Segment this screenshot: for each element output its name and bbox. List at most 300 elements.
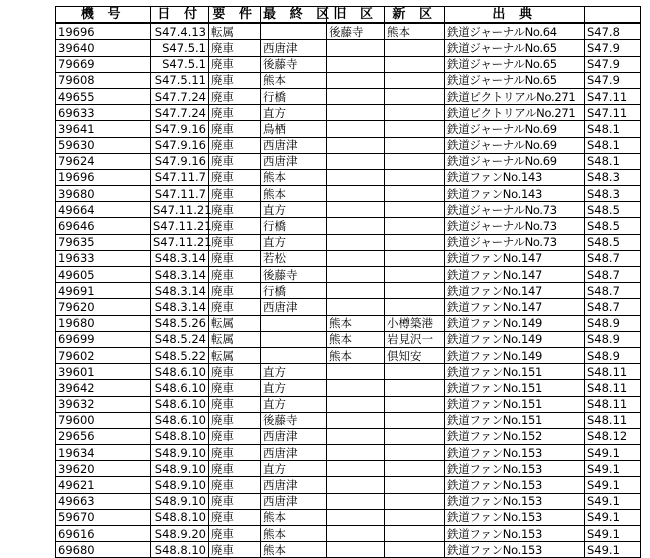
old-depot-cell [327,250,385,266]
locomotive-record-table [55,6,641,558]
source-cell: 鉄道ファンNo.153 [445,493,585,509]
date-cell: S47.11.7 [151,169,209,185]
table-row [56,331,641,347]
car-number-cell: 79620 [56,299,151,315]
car-number-cell: 39620 [56,461,151,477]
date-cell: S47.4.13 [151,23,209,40]
reason-cell: 廃車 [209,72,261,88]
table-row [56,364,641,380]
new-depot-cell [385,509,445,525]
new-depot-cell [385,299,445,315]
car-number-cell: 69616 [56,526,151,542]
source-date-cell: S48.1 [585,137,641,153]
date-cell: S48.6.10 [151,364,209,380]
final-depot-cell: 熊本 [261,169,327,185]
new-depot-cell [385,121,445,137]
table-row [56,153,641,169]
source-date-cell: S47.9 [585,40,641,56]
header-source-date [585,7,641,24]
old-depot-cell [327,186,385,202]
header-car-number: 機 号 [56,7,151,24]
source-cell: 鉄道ファンNo.153 [445,445,585,461]
car-number-cell: 49605 [56,267,151,283]
old-depot-cell [327,234,385,250]
source-cell: 鉄道ジャーナルNo.69 [445,137,585,153]
car-number-cell: 79602 [56,347,151,363]
source-cell: 鉄道ジャーナルNo.69 [445,153,585,169]
car-number-cell: 39632 [56,396,151,412]
new-depot-cell [385,234,445,250]
source-date-cell: S48.1 [585,121,641,137]
new-depot-cell [385,396,445,412]
source-date-cell: S49.1 [585,477,641,493]
old-depot-cell: 熊本 [327,315,385,331]
car-number-cell: 69699 [56,331,151,347]
date-cell: S48.9.10 [151,461,209,477]
final-depot-cell: 熊本 [261,186,327,202]
final-depot-cell: 西唐津 [261,299,327,315]
reason-cell: 廃車 [209,121,261,137]
table-row [56,105,641,121]
old-depot-cell [327,428,385,444]
source-cell: 鉄道ジャーナルNo.65 [445,72,585,88]
new-depot-cell: 岩見沢一 [385,331,445,347]
source-cell: 鉄道ファンNo.153 [445,509,585,525]
date-cell: S48.8.10 [151,428,209,444]
car-number-cell: 19696 [56,169,151,185]
car-number-cell: 19696 [56,23,151,40]
source-date-cell: S47.9 [585,56,641,72]
old-depot-cell: 後藤寺 [327,23,385,40]
reason-cell: 廃車 [209,202,261,218]
source-cell: 鉄道ファンNo.151 [445,396,585,412]
reason-cell: 廃車 [209,380,261,396]
old-depot-cell [327,477,385,493]
car-number-cell: 79600 [56,412,151,428]
header-date: 日 付 [151,7,209,24]
new-depot-cell [385,380,445,396]
new-depot-cell [385,364,445,380]
source-cell: 鉄道ジャーナルNo.65 [445,40,585,56]
old-depot-cell [327,396,385,412]
date-cell: S47.7.24 [151,105,209,121]
date-cell: S47.11.21 [151,234,209,250]
new-depot-cell [385,461,445,477]
source-cell: 鉄道ジャーナルNo.73 [445,202,585,218]
source-date-cell: S48.5 [585,202,641,218]
date-cell: S48.3.14 [151,250,209,266]
source-cell: 鉄道ファンNo.153 [445,526,585,542]
new-depot-cell [385,542,445,558]
date-cell: S48.3.14 [151,283,209,299]
car-number-cell: 19633 [56,250,151,266]
source-date-cell: S48.9 [585,347,641,363]
car-number-cell: 69633 [56,105,151,121]
source-cell: 鉄道ファンNo.151 [445,380,585,396]
old-depot-cell [327,412,385,428]
table-row [56,412,641,428]
car-number-cell: 79624 [56,153,151,169]
new-depot-cell [385,283,445,299]
date-cell: S48.5.22 [151,347,209,363]
source-date-cell: S48.9 [585,315,641,331]
header-old-depot: 旧 区 [327,7,385,24]
old-depot-cell [327,137,385,153]
source-cell: 鉄道ファンNo.149 [445,315,585,331]
final-depot-cell: 直方 [261,105,327,121]
car-number-cell: 39601 [56,364,151,380]
reason-cell: 廃車 [209,105,261,121]
source-date-cell: S49.1 [585,542,641,558]
source-date-cell: S48.11 [585,412,641,428]
reason-cell: 廃車 [209,461,261,477]
reason-cell: 廃車 [209,493,261,509]
car-number-cell: 39640 [56,40,151,56]
table-row [56,234,641,250]
reason-cell: 廃車 [209,234,261,250]
reason-cell: 廃車 [209,250,261,266]
car-number-cell: 69680 [56,542,151,558]
final-depot-cell [261,347,327,363]
new-depot-cell [385,186,445,202]
source-date-cell: S49.1 [585,445,641,461]
reason-cell: 廃車 [209,477,261,493]
old-depot-cell [327,72,385,88]
car-number-cell: 69646 [56,218,151,234]
car-number-cell: 49655 [56,88,151,104]
reason-cell: 転属 [209,23,261,40]
final-depot-cell [261,23,327,40]
final-depot-cell: 後藤寺 [261,412,327,428]
reason-cell: 廃車 [209,153,261,169]
old-depot-cell [327,461,385,477]
old-depot-cell: 熊本 [327,331,385,347]
date-cell: S48.5.26 [151,315,209,331]
final-depot-cell: 西唐津 [261,477,327,493]
final-depot-cell: 西唐津 [261,40,327,56]
reason-cell: 廃車 [209,218,261,234]
source-cell: 鉄道ファンNo.147 [445,283,585,299]
source-cell: 鉄道ジャーナルNo.69 [445,121,585,137]
source-date-cell: S49.1 [585,493,641,509]
source-cell: 鉄道ファンNo.143 [445,186,585,202]
source-date-cell: S48.12 [585,428,641,444]
table-row [56,445,641,461]
date-cell: S48.6.10 [151,380,209,396]
table-row [56,461,641,477]
date-cell: S47.11.21 [151,202,209,218]
final-depot-cell: 熊本 [261,509,327,525]
car-number-cell: 19634 [56,445,151,461]
table-row [56,23,641,40]
reason-cell: 廃車 [209,509,261,525]
source-date-cell: S47.9 [585,72,641,88]
new-depot-cell: 熊本 [385,23,445,40]
reason-cell: 廃車 [209,40,261,56]
reason-cell: 廃車 [209,542,261,558]
date-cell: S48.8.10 [151,542,209,558]
car-number-cell: 79635 [56,234,151,250]
source-cell: 鉄道ファンNo.151 [445,412,585,428]
final-depot-cell: 西唐津 [261,445,327,461]
reason-cell: 廃車 [209,283,261,299]
table-row [56,88,641,104]
source-date-cell: S47.11 [585,88,641,104]
old-depot-cell [327,40,385,56]
final-depot-cell [261,315,327,331]
reason-cell: 廃車 [209,186,261,202]
table-row [56,477,641,493]
date-cell: S48.6.10 [151,396,209,412]
final-depot-cell: 直方 [261,202,327,218]
car-number-cell: 39641 [56,121,151,137]
reason-cell: 転属 [209,331,261,347]
new-depot-cell [385,137,445,153]
date-cell: S48.6.10 [151,412,209,428]
source-cell: 鉄道ピクトリアルNo.271 [445,88,585,104]
reason-cell: 廃車 [209,396,261,412]
date-cell: S47.11.21 [151,218,209,234]
new-depot-cell [385,412,445,428]
new-depot-cell [385,153,445,169]
table-row [56,267,641,283]
date-cell: S47.5.1 [151,40,209,56]
table-row [56,72,641,88]
reason-cell: 廃車 [209,526,261,542]
final-depot-cell: 若松 [261,250,327,266]
table-row [56,347,641,363]
source-date-cell: S47.11 [585,105,641,121]
date-cell: S47.7.24 [151,88,209,104]
date-cell: S48.9.10 [151,493,209,509]
reason-cell: 廃車 [209,445,261,461]
new-depot-cell [385,218,445,234]
source-date-cell: S48.11 [585,380,641,396]
date-cell: S47.5.1 [151,56,209,72]
reason-cell: 廃車 [209,169,261,185]
source-cell: 鉄道ジャーナルNo.73 [445,218,585,234]
source-cell: 鉄道ファンNo.153 [445,461,585,477]
old-depot-cell [327,493,385,509]
reason-cell: 転属 [209,315,261,331]
old-depot-cell [327,218,385,234]
car-number-cell: 79608 [56,72,151,88]
final-depot-cell: 直方 [261,234,327,250]
table-row [56,493,641,509]
source-cell: 鉄道ファンNo.147 [445,267,585,283]
reason-cell: 廃車 [209,428,261,444]
new-depot-cell [385,477,445,493]
table-row [56,428,641,444]
new-depot-cell [385,105,445,121]
reason-cell: 廃車 [209,56,261,72]
old-depot-cell [327,153,385,169]
header-reason: 要 件 [209,7,261,24]
car-number-cell: 79669 [56,56,151,72]
table-row [56,380,641,396]
date-cell: S47.5.11 [151,72,209,88]
final-depot-cell: 熊本 [261,526,327,542]
table-row [56,202,641,218]
new-depot-cell [385,169,445,185]
final-depot-cell: 直方 [261,364,327,380]
new-depot-cell [385,56,445,72]
table-row [56,299,641,315]
source-cell: 鉄道ジャーナルNo.65 [445,56,585,72]
final-depot-cell: 西唐津 [261,493,327,509]
final-depot-cell: 直方 [261,396,327,412]
source-date-cell: S49.1 [585,509,641,525]
source-date-cell: S48.3 [585,186,641,202]
date-cell: S48.5.24 [151,331,209,347]
final-depot-cell: 熊本 [261,72,327,88]
date-cell: S47.9.16 [151,137,209,153]
old-depot-cell [327,283,385,299]
old-depot-cell [327,509,385,525]
source-cell: 鉄道ファンNo.152 [445,428,585,444]
car-number-cell: 39680 [56,186,151,202]
old-depot-cell [327,169,385,185]
source-date-cell: S48.7 [585,299,641,315]
final-depot-cell: 行橋 [261,283,327,299]
header-source: 出 典 [445,7,585,24]
final-depot-cell: 熊本 [261,542,327,558]
final-depot-cell: 後藤寺 [261,267,327,283]
new-depot-cell [385,72,445,88]
table-row [56,509,641,525]
date-cell: S47.9.16 [151,121,209,137]
old-depot-cell [327,202,385,218]
old-depot-cell [327,105,385,121]
old-depot-cell [327,267,385,283]
car-number-cell: 49664 [56,202,151,218]
date-cell: S48.3.14 [151,267,209,283]
reason-cell: 廃車 [209,364,261,380]
table-row [56,542,641,558]
new-depot-cell [385,493,445,509]
final-depot-cell: 直方 [261,380,327,396]
table-row [56,121,641,137]
car-number-cell: 39642 [56,380,151,396]
reason-cell: 廃車 [209,88,261,104]
source-date-cell: S48.11 [585,364,641,380]
car-number-cell: 19680 [56,315,151,331]
date-cell: S48.3.14 [151,299,209,315]
final-depot-cell: 行橋 [261,88,327,104]
new-depot-cell [385,445,445,461]
final-depot-cell: 西唐津 [261,428,327,444]
source-cell: 鉄道ファンNo.151 [445,364,585,380]
source-date-cell: S48.5 [585,218,641,234]
final-depot-cell: 行橋 [261,218,327,234]
final-depot-cell: 直方 [261,461,327,477]
header-final-depot: 最 終 区 [261,7,327,24]
table-row [56,218,641,234]
table-body [56,23,641,558]
source-cell: 鉄道ファンNo.153 [445,542,585,558]
table-row [56,283,641,299]
old-depot-cell [327,299,385,315]
car-number-cell: 49691 [56,283,151,299]
table-row [56,396,641,412]
old-depot-cell [327,380,385,396]
table-row [56,137,641,153]
new-depot-cell [385,250,445,266]
old-depot-cell: 熊本 [327,347,385,363]
old-depot-cell [327,526,385,542]
old-depot-cell [327,445,385,461]
old-depot-cell [327,88,385,104]
source-date-cell: S49.1 [585,526,641,542]
header-row [56,7,641,24]
source-cell: 鉄道ファンNo.149 [445,347,585,363]
table-row [56,315,641,331]
date-cell: S48.8.10 [151,509,209,525]
new-depot-cell [385,428,445,444]
car-number-cell: 49663 [56,493,151,509]
source-date-cell: S48.3 [585,169,641,185]
source-cell: 鉄道ファンNo.149 [445,331,585,347]
date-cell: S48.9.10 [151,445,209,461]
new-depot-cell [385,267,445,283]
table-row [56,169,641,185]
new-depot-cell [385,40,445,56]
source-cell: 鉄道ファンNo.143 [445,169,585,185]
reason-cell: 廃車 [209,412,261,428]
final-depot-cell [261,331,327,347]
date-cell: S48.9.10 [151,477,209,493]
date-cell: S47.9.16 [151,153,209,169]
source-date-cell: S48.5 [585,234,641,250]
source-cell: 鉄道ピクトリアルNo.271 [445,105,585,121]
source-date-cell: S48.7 [585,250,641,266]
source-cell: 鉄道ファンNo.153 [445,477,585,493]
table-row [56,526,641,542]
table-row [56,40,641,56]
final-depot-cell: 西唐津 [261,137,327,153]
table-row [56,186,641,202]
source-date-cell: S48.9 [585,331,641,347]
car-number-cell: 59630 [56,137,151,153]
source-cell: 鉄道ファンNo.147 [445,299,585,315]
car-number-cell: 49621 [56,477,151,493]
reason-cell: 転属 [209,347,261,363]
final-depot-cell: 西唐津 [261,153,327,169]
header-new-depot: 新 区 [385,7,445,24]
final-depot-cell: 鳥栖 [261,121,327,137]
source-date-cell: S48.7 [585,267,641,283]
new-depot-cell [385,526,445,542]
source-cell: 鉄道ファンNo.147 [445,250,585,266]
source-cell: 鉄道ジャーナルNo.73 [445,234,585,250]
source-cell: 鉄道ジャーナルNo.64 [445,23,585,40]
car-number-cell: 29656 [56,428,151,444]
old-depot-cell [327,121,385,137]
new-depot-cell [385,88,445,104]
new-depot-cell: 小樽築港 [385,315,445,331]
new-depot-cell: 倶知安 [385,347,445,363]
reason-cell: 廃車 [209,137,261,153]
old-depot-cell [327,56,385,72]
table-row [56,250,641,266]
source-date-cell: S48.1 [585,153,641,169]
date-cell: S47.11.7 [151,186,209,202]
reason-cell: 廃車 [209,299,261,315]
car-number-cell: 59670 [56,509,151,525]
old-depot-cell [327,542,385,558]
final-depot-cell: 後藤寺 [261,56,327,72]
source-date-cell: S47.8 [585,23,641,40]
